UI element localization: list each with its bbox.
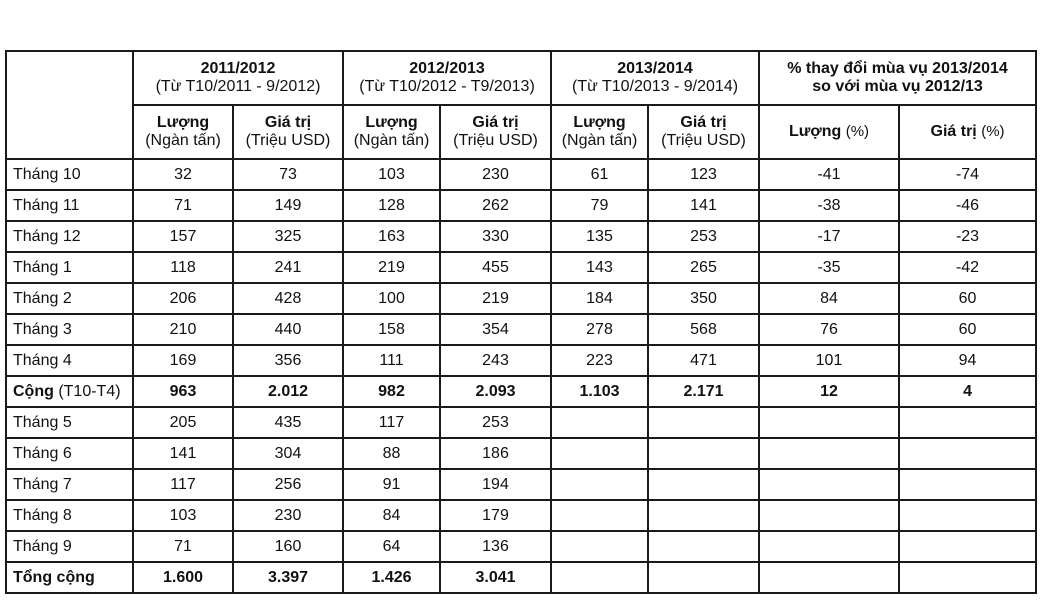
table-cell: 3.041: [440, 562, 551, 593]
table-cell: -41: [759, 159, 899, 190]
row-label-text: Tháng 3: [13, 320, 72, 338]
table-cell: 354: [440, 314, 551, 345]
table-cell: [759, 438, 899, 469]
table-cell: 223: [551, 345, 648, 376]
table-cell: [899, 531, 1036, 562]
row-label-text: Cộng: [13, 382, 54, 400]
table-cell: 12: [759, 376, 899, 407]
table-cell: [551, 469, 648, 500]
table-cell: 160: [233, 531, 343, 562]
table-cell: 136: [440, 531, 551, 562]
table-cell: 103: [343, 159, 440, 190]
row-label: [6, 314, 133, 345]
row-label-text: Tổng cộng: [13, 568, 95, 586]
table-row: [6, 190, 1036, 221]
table-row: [6, 314, 1036, 345]
subheader-qty-2011: Lượng (Ngàn tấn): [133, 105, 233, 159]
row-label: [6, 283, 133, 314]
table-cell: 4: [899, 376, 1036, 407]
table-row: [6, 500, 1036, 531]
table-cell: 186: [440, 438, 551, 469]
table-cell: 111: [343, 345, 440, 376]
table-cell: 568: [648, 314, 759, 345]
row-label-text: Tháng 1: [13, 258, 72, 276]
table-cell: 100: [343, 283, 440, 314]
group-header-percent-change: % thay đổi mùa vụ 2013/2014 so với mùa vụ 2012/13: [759, 51, 1036, 105]
table-cell: 141: [133, 438, 233, 469]
table-cell: 428: [233, 283, 343, 314]
table-cell: 135: [551, 221, 648, 252]
table-cell: 60: [899, 283, 1036, 314]
table-cell: 149: [233, 190, 343, 221]
table-cell: [648, 438, 759, 469]
table-cell: [899, 562, 1036, 593]
table-cell: 118: [133, 252, 233, 283]
table-cell: 963: [133, 376, 233, 407]
row-label: [6, 407, 133, 438]
table-cell: [551, 438, 648, 469]
table-row: [6, 531, 1036, 562]
table-cell: 1.600: [133, 562, 233, 593]
table-row: [6, 438, 1036, 469]
data-table: [5, 50, 1037, 594]
table-cell: 325: [233, 221, 343, 252]
row-label-text: Tháng 4: [13, 351, 72, 369]
table-cell: 91: [343, 469, 440, 500]
table-cell: 262: [440, 190, 551, 221]
table-row: [6, 159, 1036, 190]
table-cell: 194: [440, 469, 551, 500]
table-row: [6, 221, 1036, 252]
row-label: [6, 376, 133, 407]
table-cell: 64: [343, 531, 440, 562]
table-cell: [759, 500, 899, 531]
table-cell: -46: [899, 190, 1036, 221]
table-cell: [759, 407, 899, 438]
table-row: [6, 283, 1036, 314]
table-cell: 205: [133, 407, 233, 438]
table-cell: 143: [551, 252, 648, 283]
table-cell: 350: [648, 283, 759, 314]
table-cell: 117: [133, 469, 233, 500]
table-row: [6, 345, 1036, 376]
row-label: [6, 221, 133, 252]
row-label-text: Tháng 11: [13, 196, 80, 214]
table-cell: 101: [759, 345, 899, 376]
table-cell: [551, 407, 648, 438]
row-label-text: Tháng 9: [13, 537, 72, 555]
table-cell: 278: [551, 314, 648, 345]
table-cell: [648, 562, 759, 593]
table-cell: 94: [899, 345, 1036, 376]
table-cell: [899, 407, 1036, 438]
table-cell: 71: [133, 531, 233, 562]
corner-header: [6, 51, 133, 159]
table-cell: 61: [551, 159, 648, 190]
table-cell: [648, 469, 759, 500]
table-cell: [551, 562, 648, 593]
table-cell: 219: [343, 252, 440, 283]
table-row: [6, 562, 1036, 593]
row-label: [6, 159, 133, 190]
subheader-qty-2012: Lượng (Ngàn tấn): [343, 105, 440, 159]
row-label-text: Tháng 2: [13, 289, 72, 307]
table-cell: 84: [759, 283, 899, 314]
table-cell: -42: [899, 252, 1036, 283]
table-cell: 179: [440, 500, 551, 531]
subheader-val-2011: Giá trị (Triệu USD): [233, 105, 343, 159]
table-cell: 79: [551, 190, 648, 221]
table-cell: 241: [233, 252, 343, 283]
row-label: [6, 190, 133, 221]
row-label: [6, 531, 133, 562]
row-label-text: Tháng 10: [13, 165, 81, 183]
table-cell: 123: [648, 159, 759, 190]
table-cell: 440: [233, 314, 343, 345]
row-label-text: Tháng 7: [13, 475, 72, 493]
table-cell: 71: [133, 190, 233, 221]
table-cell: 256: [233, 469, 343, 500]
table-cell: 471: [648, 345, 759, 376]
table-cell: 1.103: [551, 376, 648, 407]
table-body: [6, 159, 1036, 593]
table-row: [6, 407, 1036, 438]
table-cell: 169: [133, 345, 233, 376]
table-cell: 2.093: [440, 376, 551, 407]
table-cell: 210: [133, 314, 233, 345]
table-row: [6, 252, 1036, 283]
group-header-2011-2012: 2011/2012 (Từ T10/2011 - 9/2012): [133, 51, 343, 105]
table-cell: 184: [551, 283, 648, 314]
subheader-val-2012: Giá trị (Triệu USD): [440, 105, 551, 159]
row-label: [6, 252, 133, 283]
table-cell: [759, 562, 899, 593]
table-cell: 982: [343, 376, 440, 407]
group-header-2012-2013: 2012/2013 (Từ T10/2012 - T9/2013): [343, 51, 551, 105]
row-label-text: Tháng 12: [13, 227, 81, 245]
table-cell: 219: [440, 283, 551, 314]
table-cell: [899, 500, 1036, 531]
table-cell: [899, 469, 1036, 500]
table-cell: 304: [233, 438, 343, 469]
table-cell: 265: [648, 252, 759, 283]
table-cell: 76: [759, 314, 899, 345]
table-cell: 243: [440, 345, 551, 376]
row-label: [6, 500, 133, 531]
subheader-val-2013: Giá trị (Triệu USD): [648, 105, 759, 159]
row-label: [6, 438, 133, 469]
table-cell: 230: [440, 159, 551, 190]
table-cell: 157: [133, 221, 233, 252]
table-cell: 330: [440, 221, 551, 252]
subheader-pct-qty: Lượng (%): [759, 105, 899, 159]
table-cell: 356: [233, 345, 343, 376]
table-cell: 2.012: [233, 376, 343, 407]
row-label-suffix: (T10-T4): [53, 382, 121, 400]
table-cell: 230: [233, 500, 343, 531]
table-cell: [551, 531, 648, 562]
table-cell: 32: [133, 159, 233, 190]
table-cell: 84: [343, 500, 440, 531]
group-header-2013-2014: 2013/2014 (Từ T10/2013 - 9/2014): [551, 51, 759, 105]
table-cell: 73: [233, 159, 343, 190]
row-label-text: Tháng 5: [13, 413, 72, 431]
table-cell: 60: [899, 314, 1036, 345]
row-label-text: Tháng 8: [13, 506, 72, 524]
table-cell: [648, 500, 759, 531]
table-cell: [551, 500, 648, 531]
table-cell: 3.397: [233, 562, 343, 593]
row-label: [6, 562, 133, 593]
table-cell: 435: [233, 407, 343, 438]
table-row: [6, 469, 1036, 500]
table-cell: 88: [343, 438, 440, 469]
table-cell: 158: [343, 314, 440, 345]
table-cell: 253: [440, 407, 551, 438]
table-cell: 455: [440, 252, 551, 283]
table-cell: 117: [343, 407, 440, 438]
table-cell: -38: [759, 190, 899, 221]
table-cell: 1.426: [343, 562, 440, 593]
table-cell: 206: [133, 283, 233, 314]
table-cell: -17: [759, 221, 899, 252]
table-cell: 253: [648, 221, 759, 252]
table-cell: [899, 438, 1036, 469]
table-cell: -74: [899, 159, 1036, 190]
subheader-pct-val: Giá trị (%): [899, 105, 1036, 159]
table-cell: [759, 469, 899, 500]
table-cell: 141: [648, 190, 759, 221]
subheader-qty-2013: Lượng (Ngàn tấn): [551, 105, 648, 159]
row-label: [6, 469, 133, 500]
row-label: [6, 345, 133, 376]
table-cell: 2.171: [648, 376, 759, 407]
table-cell: 103: [133, 500, 233, 531]
row-label-text: Tháng 6: [13, 444, 72, 462]
table-cell: [759, 531, 899, 562]
table-cell: 163: [343, 221, 440, 252]
table-cell: -35: [759, 252, 899, 283]
table-cell: [648, 531, 759, 562]
table-cell: 128: [343, 190, 440, 221]
table-cell: [648, 407, 759, 438]
table-row: [6, 376, 1036, 407]
table-cell: -23: [899, 221, 1036, 252]
